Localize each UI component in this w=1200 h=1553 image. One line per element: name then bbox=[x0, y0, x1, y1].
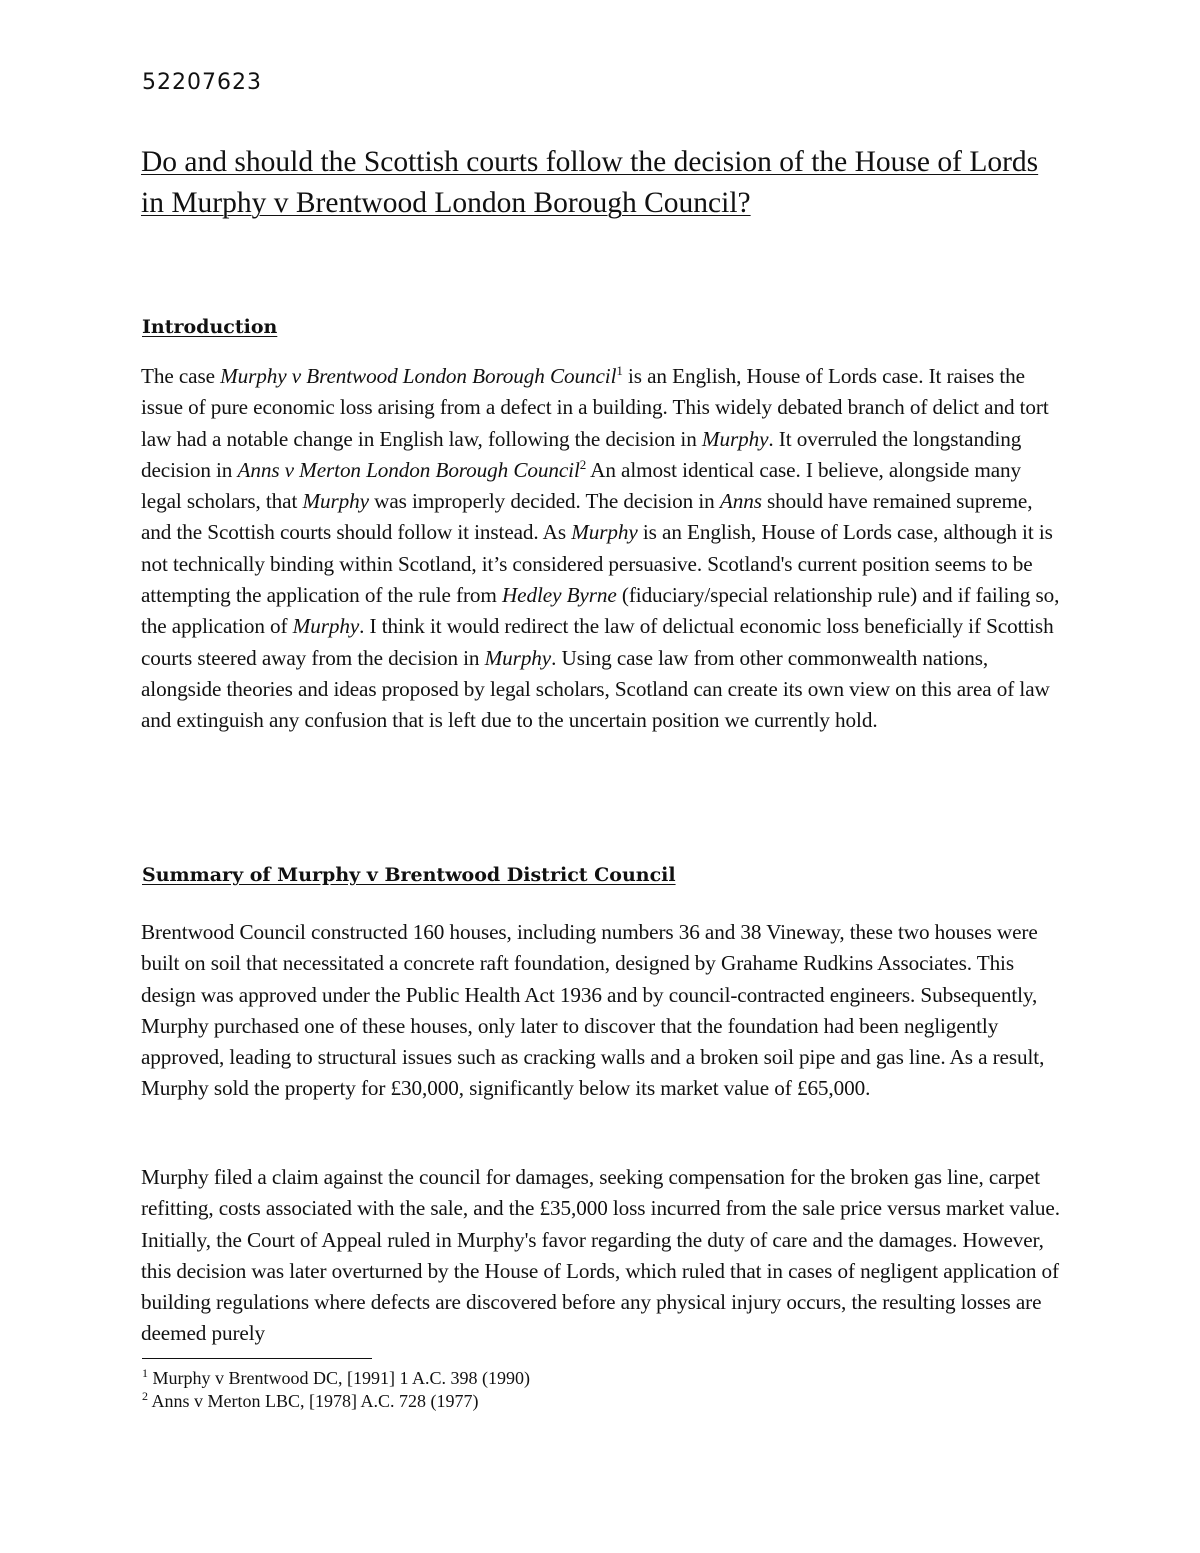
summary-heading: Summary of Murphy v Brentwood District Council bbox=[142, 864, 676, 886]
footnote-marker: 1 bbox=[142, 1366, 148, 1380]
footnote-marker: 2 bbox=[142, 1389, 148, 1403]
footnote-text: Anns v Merton LBC, [1978] A.C. 728 (1977) bbox=[148, 1391, 479, 1411]
intro-text: . Using case law from other commonwealth nations, alongside theories and ideas proposed by legal scholars, Scotland can create its own view on this area of law and extinguish any confusion that is left due to the uncertain position we currently hold. bbox=[141, 645, 1050, 733]
footnote-2 bbox=[142, 1390, 479, 1412]
summary-paragraph-1: Brentwood Council constructed 160 houses, including numbers 36 and 38 Vineway, these two houses were built on soil that necessitated a concrete raft foundation, designed by Grahame Rudkins Associates. This design was approved under the Public Health Act 1936 and by council-contracted engineers. Subsequently, Murphy purchased one of these houses, only later to discover that the foundation had been negligently approved, leading to structural issues such as cracking walls and a broken soil pipe and gas line. As a result, Murphy sold the property for £30,000, significantly below its market value of £65,000. bbox=[141, 920, 1045, 1101]
intro-text: is an English, House of Lords case. It raises the issue of pure economic loss arising from a defect in a building. This widely debated branch of delict and tort law had a notable change in English law, following the decision in bbox=[141, 364, 1049, 451]
intro-text: The case bbox=[141, 364, 221, 388]
intro-text: An almost identical case. I believe, alongside many legal scholars, that bbox=[141, 457, 1022, 514]
intro-text: (fiduciary/special relationship rule) and if failing so, the application of bbox=[141, 583, 1060, 639]
summary-paragraph-2: Murphy filed a claim against the council for damages, seeking compensation for the broken gas line, carpet refitting, costs associated with the sale, and the £35,000 loss incurred from the sale price versus market value. Initially, the Court of Appeal ruled in Murphy's favor regarding the duty of care and the damages. However, this decision was later overturned by the House of Lords, which ruled that in cases of negligent application of building regulations where defects are discovered before any physical injury occurs, the resulting losses are deemed purely bbox=[141, 1165, 1060, 1346]
intro-text: was improperly decided. The decision in bbox=[368, 489, 720, 514]
case-name-murphy: Murphy v Brentwood London Borough Council bbox=[220, 364, 617, 388]
footnote-1 bbox=[142, 1367, 530, 1389]
footnote-separator bbox=[142, 1358, 372, 1359]
intro-text: . I think it would redirect the law of delictual economic loss beneficially if Scottish courts steered away from the decision in bbox=[141, 614, 1054, 670]
case-name: Murphy bbox=[701, 426, 769, 451]
case-name-anns: Anns v Merton London Borough Council bbox=[237, 457, 580, 482]
introduction-paragraph bbox=[141, 361, 1061, 737]
footnote-ref-2[interactable]: 2 bbox=[579, 456, 587, 472]
document-title: Do and should the Scottish courts follow the decision of the House of Lords in Murphy v Brentwood London Borough Council? bbox=[141, 146, 1039, 219]
intro-text: should have remained supreme, and the Scottish courts should follow it instead. As bbox=[141, 489, 1033, 545]
footnote-ref-1[interactable]: 1 bbox=[616, 362, 623, 378]
case-name: Murphy bbox=[292, 614, 360, 639]
case-name: Murphy bbox=[302, 489, 369, 514]
intro-text: . It overruled the longstanding decision in bbox=[141, 426, 1022, 482]
student-id: 52207623 bbox=[142, 70, 262, 95]
case-name: Anns bbox=[719, 489, 762, 514]
case-name: Murphy bbox=[571, 520, 638, 545]
intro-text: is an English, House of Lords case, although it is not technically binding within Scotland, it’s considered persuasive. Scotland's current position seems to be attempting the application of the rule from bbox=[141, 520, 1053, 608]
case-name: Murphy bbox=[484, 645, 552, 670]
case-name-hedley-byrne: Hedley Byrne bbox=[501, 583, 617, 608]
footnote-text: Murphy v Brentwood DC, [1991] 1 A.C. 398 (1990) bbox=[148, 1368, 530, 1388]
introduction-heading: Introduction bbox=[142, 316, 278, 338]
